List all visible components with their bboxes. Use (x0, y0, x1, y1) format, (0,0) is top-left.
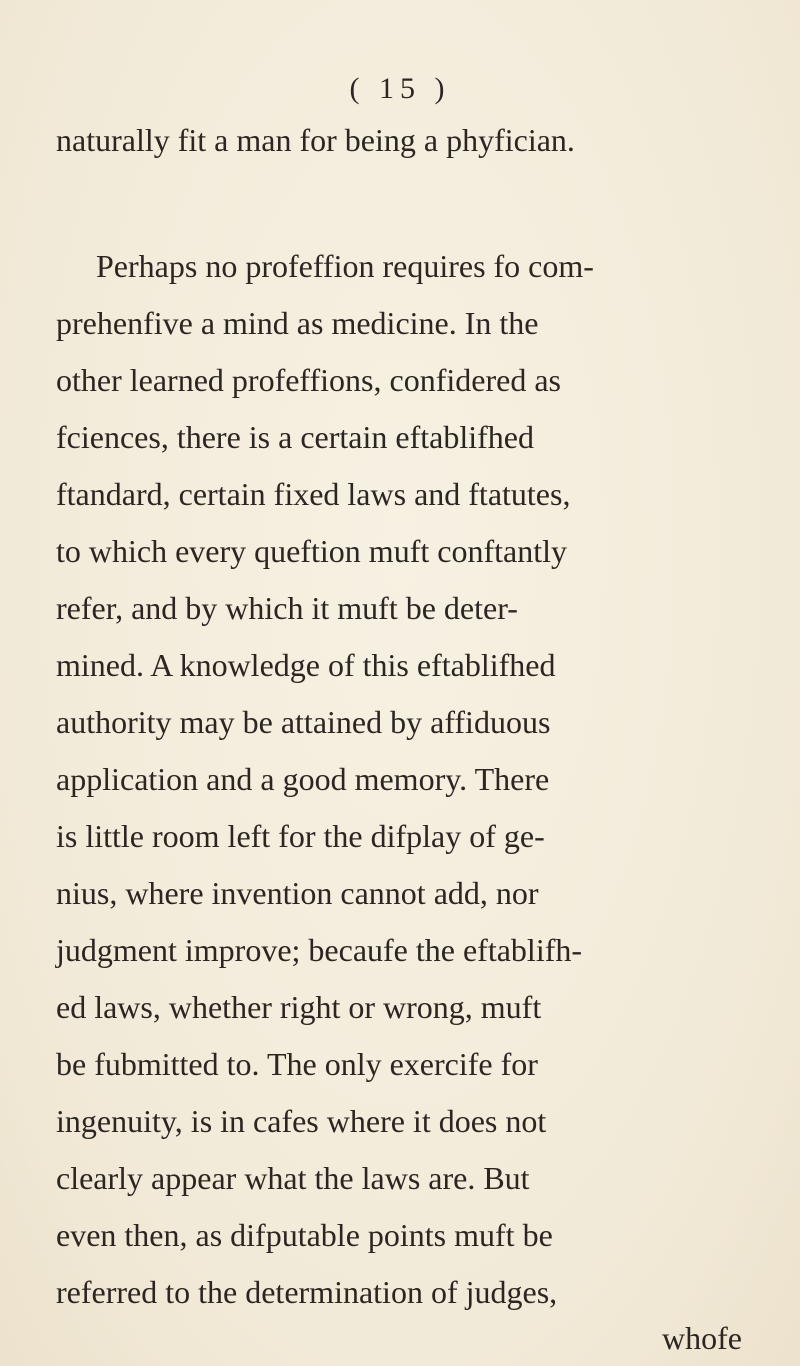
text-line: mined. A knowledge of this eftablifhed (56, 647, 556, 683)
text-line: fciences, there is a certain eftablifhed (56, 419, 534, 455)
text-line: clearly appear what the laws are. But (56, 1160, 530, 1196)
text-line: nius, where invention cannot add, nor (56, 875, 539, 911)
text-line: naturally fit a man for being a phyfician. (56, 122, 575, 158)
text-line: ingenuity, is in cafes where it does not (56, 1103, 547, 1139)
text-line: authority may be attained by affiduous (56, 704, 551, 740)
catchword: whofe (662, 1320, 742, 1356)
text-line: ed laws, whether right or wrong, muft (56, 989, 542, 1025)
text-line: refer, and by which it muft be deter- (56, 590, 518, 626)
text-line: judgment improve; becaufe the eftablifh- (56, 932, 583, 968)
page-number: ( 15 ) (349, 72, 451, 105)
text-line: referred to the determination of judges, (56, 1274, 558, 1310)
text-line: is little room left for the difplay of ge- (56, 818, 545, 854)
text-line: other learned profeffions, confidered as (56, 362, 561, 398)
text-line: prehenfive a mind as medicine. In the (56, 305, 539, 341)
text-line: application and a good memory. There (56, 761, 550, 797)
text-line: to which every queftion muft conftantly (56, 533, 567, 569)
text-line: be fubmitted to. The only exercife for (56, 1046, 538, 1082)
text-line: ftandard, certain fixed laws and ftatutes, (56, 476, 571, 512)
paragraph-first-line: Perhaps no profeffion requires fo com- (96, 248, 594, 284)
text-line: even then, as difputable points muft be (56, 1217, 553, 1253)
